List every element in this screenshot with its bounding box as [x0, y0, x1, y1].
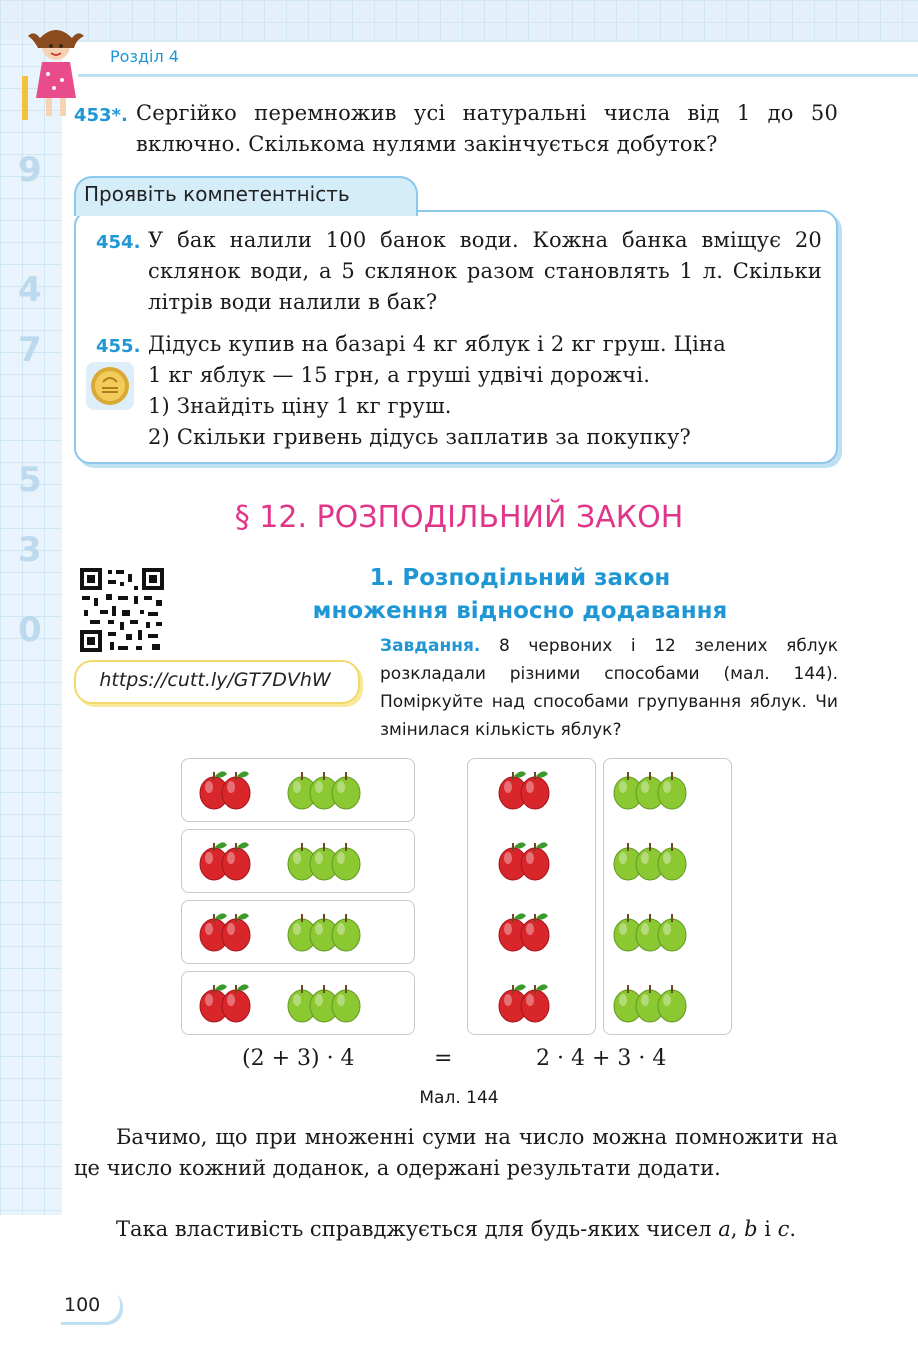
- green-apples-group: [286, 835, 364, 885]
- green-apples-group: [612, 977, 690, 1027]
- header-bar: [78, 40, 918, 77]
- red-apples-group: [497, 906, 553, 956]
- problem-text-453: Сергійко перемножив усі натуральні числа від 1 до 50 включно. Скількома нулями закінчується добуток?: [136, 101, 838, 156]
- red-apples-group: [198, 906, 254, 956]
- qr-code[interactable]: [78, 566, 166, 654]
- subsection-title-line: 1. Розподільний закон: [369, 565, 671, 591]
- page-number: 100: [64, 1294, 101, 1316]
- problem-text-454: У бак налили 100 банок води. Кожна банка вміщує 20 склянок води, а 5 склянок разом становлять 1 л. Скільки літрів води налили в бак?: [148, 228, 822, 314]
- header-decoration: [0, 0, 918, 40]
- green-apples-group: [612, 764, 690, 814]
- variable-a: a: [718, 1217, 731, 1241]
- subsection-title: [270, 562, 770, 628]
- problem-455-line: 1) Знайдіть ціну 1 кг груш.: [148, 394, 452, 418]
- body-paragraph-2: [74, 1214, 838, 1245]
- section-label: Розділ 4: [110, 47, 179, 66]
- red-apples-group: [497, 977, 553, 1027]
- red-apple-icon: [222, 842, 250, 880]
- margin-digit-decoration: 0: [18, 610, 42, 650]
- formula-left: (2 + 3) · 4: [242, 1046, 355, 1071]
- problem-number-455: 455.: [96, 336, 141, 357]
- red-apples-group: [198, 764, 254, 814]
- body-2-separator: ,: [730, 1217, 745, 1241]
- formula-right: 2 · 4 + 3 · 4: [536, 1046, 667, 1071]
- body-2-text: Така властивість справджується для будь-яких чисел: [116, 1217, 719, 1241]
- body-2-end: .: [789, 1217, 797, 1241]
- green-apple-icon: [658, 843, 686, 880]
- problem-455-line: Дідусь купив на базарі 4 кг яблук і 2 кг груш. Ціна: [148, 332, 726, 356]
- red-apple-icon: [521, 984, 549, 1022]
- red-apple-icon: [222, 913, 250, 951]
- margin-decoration: [0, 0, 62, 1215]
- red-apple-icon: [222, 984, 250, 1022]
- problem-text-455: [148, 329, 828, 453]
- task-body: 8 червоних і 12 зелених яблук розкладали різними способами (мал. 144). Поміркуйте над способами групування яблук. Чи змінилася кількість яблук?: [380, 636, 838, 740]
- red-apples-group: [497, 764, 553, 814]
- body-paragraph-1: Бачимо, що при множенні суми на число можна помножити на це число кожний доданок, а одержані результати додати.: [74, 1125, 838, 1180]
- coin-icon: [86, 362, 134, 410]
- problem-number-453: 453*.: [74, 105, 128, 126]
- red-apple-icon: [521, 771, 549, 809]
- green-apple-icon: [332, 772, 360, 809]
- red-apples-group: [198, 977, 254, 1027]
- red-apple-icon: [222, 771, 250, 809]
- subsection-title-line: множення відносно додавання: [312, 598, 728, 624]
- problem-455-line: 1 кг яблук — 15 грн, а груші удвічі дорожчі.: [148, 363, 651, 387]
- green-apples-group: [612, 835, 690, 885]
- variable-b: b: [744, 1217, 758, 1241]
- red-apple-icon: [521, 842, 549, 880]
- green-apples-group: [612, 906, 690, 956]
- green-apple-icon: [332, 985, 360, 1022]
- figure-caption: Мал. 144: [419, 1088, 499, 1108]
- red-apples-group: [198, 835, 254, 885]
- green-apples-group: [286, 906, 364, 956]
- problem-455-line: 2) Скільки гривень дідусь заплатив за покупку?: [148, 425, 691, 449]
- task-label: Завдання.: [380, 636, 481, 656]
- red-apple-icon: [521, 913, 549, 951]
- margin-digit-decoration: 7: [18, 330, 42, 370]
- variable-c: c: [777, 1217, 790, 1241]
- formula-equals: =: [434, 1046, 453, 1071]
- competence-title: Проявіть компетентність: [84, 182, 350, 206]
- paragraph-title: § 12. РОЗПОДІЛЬНИЙ ЗАКОН: [234, 500, 684, 535]
- green-apple-icon: [332, 914, 360, 951]
- problem-number-454: 454.: [96, 232, 141, 253]
- green-apples-group: [286, 764, 364, 814]
- link-url[interactable]: https://cutt.ly/GT7DVhW: [99, 669, 331, 691]
- green-apple-icon: [658, 985, 686, 1022]
- margin-digit-decoration: 3: [18, 530, 42, 570]
- margin-digit-decoration: 4: [18, 270, 42, 310]
- green-apple-icon: [658, 772, 686, 809]
- margin-digit-decoration: 5: [18, 460, 42, 500]
- green-apple-icon: [658, 914, 686, 951]
- task-text: [380, 632, 838, 744]
- green-apples-group: [286, 977, 364, 1027]
- margin-digit-decoration: 9: [18, 150, 42, 190]
- green-apple-icon: [332, 843, 360, 880]
- body-2-separator: і: [757, 1217, 778, 1241]
- red-apples-group: [497, 835, 553, 885]
